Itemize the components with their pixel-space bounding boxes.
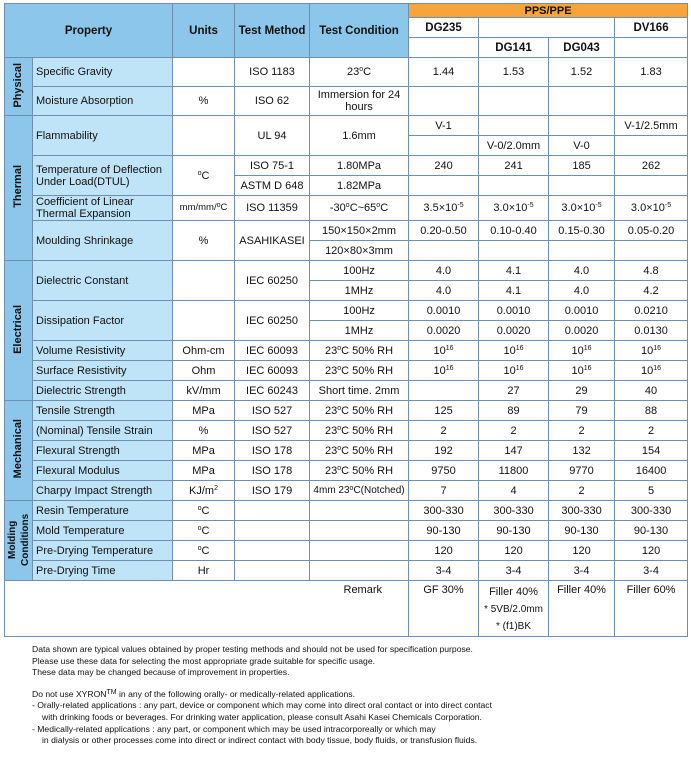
value-cell: V-0: [549, 136, 615, 156]
property-label: Flexural Modulus: [33, 461, 173, 481]
unit-cell: $^o$C: [173, 156, 235, 196]
value-cell: 5: [615, 481, 688, 501]
method-cell: ISO 11359: [235, 196, 310, 221]
grade-spacer-3: [615, 38, 688, 58]
method-cell: ASAHIKASEI: [235, 221, 310, 261]
value-cell: 185: [549, 156, 615, 176]
property-label: Volume Resistivity: [33, 341, 173, 361]
value-cell: 4.0: [409, 281, 479, 301]
condition-cell: [310, 501, 409, 521]
value-cell: 11800: [479, 461, 549, 481]
value-cell: 0.10-0.40: [479, 221, 549, 241]
table-row: [5, 381, 688, 401]
table-row: [5, 501, 688, 521]
value-cell: [549, 87, 615, 116]
condition-cell: [310, 541, 409, 561]
method-cell: [235, 561, 310, 581]
table-row: [5, 58, 688, 87]
value-cell: [479, 176, 549, 196]
method-cell: [235, 541, 310, 561]
grade-dg235: DG235: [409, 18, 479, 38]
condition-cell: 1MHz: [310, 321, 409, 341]
unit-cell: Ohm-cm: [173, 341, 235, 361]
condition-cell: [310, 561, 409, 581]
value-cell: [479, 87, 549, 116]
value-cell: 2: [479, 421, 549, 441]
unit-cell: mm/mm/$^o$C: [173, 196, 235, 221]
value-cell: 0.15-0.30: [549, 221, 615, 241]
condition-cell: 23$^o$C 50% RH: [310, 421, 409, 441]
value-cell: 0.20-0.50: [409, 221, 479, 241]
condition-cell: 100Hz: [310, 301, 409, 321]
value-cell: $3.0\times 10^{-5}$: [549, 196, 615, 221]
value-cell: $10^{16}$: [479, 341, 549, 361]
method-cell: IEC 60243: [235, 381, 310, 401]
note-line: Please use these data for selecting the most appropriate grade suitable for specific usage.: [32, 655, 375, 666]
table-row: [5, 421, 688, 441]
value-cell: 300-330: [479, 501, 549, 521]
value-cell: 90-130: [615, 521, 688, 541]
value-cell: [409, 87, 479, 116]
value-cell: 0.0010: [409, 301, 479, 321]
value-cell: $10^{16}$: [409, 341, 479, 361]
value-cell: 0.0010: [479, 301, 549, 321]
note-line: with drinking foods or beverages. For drinking water application, please consult Asahi Kasei Chemicals Corporation.: [42, 711, 482, 722]
method-cell: IEC 60093: [235, 341, 310, 361]
table-row: [5, 441, 688, 461]
unit-cell: Hr: [173, 561, 235, 581]
note-line: Data shown are typical values obtained by proper testing methods and should not be used for specification purpose.: [32, 644, 473, 654]
value-cell: 2: [409, 421, 479, 441]
condition-cell: 23$^o$C 50% RH: [310, 361, 409, 381]
note-line: These data may be changed because of improvement in properties.: [32, 667, 290, 678]
value-cell: [479, 241, 549, 261]
value-cell: [549, 116, 615, 136]
property-label: Flexural Strength: [33, 441, 173, 461]
table-row: [5, 521, 688, 541]
method-cell: ISO 62: [235, 87, 310, 116]
property-label: Pre-Drying Time: [33, 561, 173, 581]
remark-row: [5, 581, 688, 637]
value-cell: $10^{16}$: [549, 341, 615, 361]
method-cell: ISO 527: [235, 421, 310, 441]
condition-cell: 1.80MPa: [310, 156, 409, 176]
value-cell: [409, 136, 479, 156]
category-thermal: Thermal: [5, 116, 33, 261]
unit-cell: %: [173, 421, 235, 441]
value-cell: 40: [615, 381, 688, 401]
value-cell: 88: [615, 401, 688, 421]
table-row: [5, 221, 688, 241]
notes: [32, 644, 672, 747]
table-row: [5, 116, 688, 136]
method-cell: ISO 178: [235, 441, 310, 461]
value-cell: 29: [549, 381, 615, 401]
test-condition-header: Test Condition: [310, 4, 409, 58]
condition-cell: 23$^o$C 50% RH: [310, 441, 409, 461]
condition-cell: 1.82MPa: [310, 176, 409, 196]
value-cell: 9750: [409, 461, 479, 481]
value-cell: $3.5\times 10^{-5}$: [409, 196, 479, 221]
value-cell: [615, 241, 688, 261]
property-label: (Nominal) Tensile Strain: [33, 421, 173, 441]
grade-dg141: DG141: [479, 38, 549, 58]
value-cell: $10^{16}$: [479, 361, 549, 381]
table-row: [5, 541, 688, 561]
value-cell: $10^{16}$: [549, 361, 615, 381]
value-cell: 2: [549, 481, 615, 501]
condition-cell: 23$^o$C: [310, 58, 409, 87]
unit-cell: MPa: [173, 461, 235, 481]
header-row-1: [5, 4, 688, 18]
method-cell: ISO 75-1: [235, 156, 310, 176]
property-label: Moisture Absorption: [33, 87, 173, 116]
value-cell: 1.52: [549, 58, 615, 87]
condition-cell: Immersion for 24 hours: [310, 87, 409, 116]
unit-cell: [173, 261, 235, 301]
condition-cell: 23$^o$C 50% RH: [310, 401, 409, 421]
value-cell: 2: [615, 421, 688, 441]
property-label: Surface Resistivity: [33, 361, 173, 381]
family-header: PPS/PPE: [409, 4, 688, 18]
condition-cell: 23$^o$C 50% RH: [310, 341, 409, 361]
value-cell: 3-4: [409, 561, 479, 581]
note-line: Do not use XYRON™ in any of the following orally- or medically-related applications.: [32, 688, 355, 699]
unit-cell: [173, 301, 235, 341]
table-row: [5, 341, 688, 361]
value-cell: 1.83: [615, 58, 688, 87]
value-cell: 154: [615, 441, 688, 461]
value-cell: 4.8: [615, 261, 688, 281]
property-label: Resin Temperature: [33, 501, 173, 521]
grade-dg043: DG043: [549, 38, 615, 58]
note-line: - Orally-related applications : any part, device or component which may come into direct oral contact or into direct contact: [32, 700, 492, 711]
value-cell: 0.0020: [549, 321, 615, 341]
value-cell: 0.0130: [615, 321, 688, 341]
value-cell: 132: [549, 441, 615, 461]
value-cell: 120: [479, 541, 549, 561]
note-line: in dialysis or other processes come into direct or indirect contact with body tissue, body fluids, or transfusion fluids.: [42, 735, 478, 746]
unit-cell: $^o$C: [173, 541, 235, 561]
value-cell: 4.0: [549, 281, 615, 301]
condition-cell: Short time. 2mm: [310, 381, 409, 401]
table-row: [5, 301, 688, 321]
property-label: Dielectric Constant: [33, 261, 173, 301]
property-label: Pre-Drying Temperature: [33, 541, 173, 561]
value-cell: $3.0\times 10^{-5}$: [479, 196, 549, 221]
value-cell: 4.2: [615, 281, 688, 301]
grade-dv166: DV166: [615, 18, 688, 38]
value-cell: 300-330: [615, 501, 688, 521]
condition-cell: 120×80×3mm: [310, 241, 409, 261]
value-cell: $10^{16}$: [409, 361, 479, 381]
property-label: Moulding Shrinkage: [33, 221, 173, 261]
condition-cell: [310, 521, 409, 541]
method-cell: ISO 179: [235, 481, 310, 501]
grade-spacer: [479, 18, 615, 38]
value-cell: 4: [479, 481, 549, 501]
unit-cell: Ohm: [173, 361, 235, 381]
value-cell: 2: [549, 421, 615, 441]
condition-cell: 1MHz: [310, 281, 409, 301]
remark-value: Filler 60%: [615, 581, 688, 637]
value-cell: $10^{16}$: [615, 361, 688, 381]
category-physical: Physical: [5, 58, 33, 116]
method-cell: ISO 1183: [235, 58, 310, 87]
unit-cell: kV/mm: [173, 381, 235, 401]
value-cell: 4.0: [549, 261, 615, 281]
value-cell: 120: [549, 541, 615, 561]
remark-value: Filler 40%: [549, 581, 615, 637]
property-label: Dielectric Strength: [33, 381, 173, 401]
value-cell: 0.0010: [549, 301, 615, 321]
value-cell: 120: [615, 541, 688, 561]
unit-cell: %: [173, 87, 235, 116]
condition-cell: 1.6mm: [310, 116, 409, 156]
unit-cell: $^o$C: [173, 501, 235, 521]
unit-cell: %: [173, 221, 235, 261]
value-cell: [409, 241, 479, 261]
table-row: [5, 361, 688, 381]
property-label: Tensile Strength: [33, 401, 173, 421]
method-cell: IEC 60250: [235, 301, 310, 341]
remark-value: Filler 40% * 5VB/2.0mm * (f1)BK: [479, 581, 549, 637]
condition-cell: 4mm 23$^o$C(Notched): [310, 481, 409, 501]
category-electrical: Electrical: [5, 261, 33, 401]
property-table: [4, 3, 688, 637]
value-cell: V-1/2.5mm: [615, 116, 688, 136]
property-label: Coefficient of Linear Thermal Expansion: [33, 196, 173, 221]
method-cell: [235, 521, 310, 541]
unit-cell: MPa: [173, 441, 235, 461]
category-molding: Molding Conditions: [5, 501, 33, 581]
method-cell: UL 94: [235, 116, 310, 156]
value-cell: 90-130: [479, 521, 549, 541]
method-cell: ISO 527: [235, 401, 310, 421]
units-header: Units: [173, 4, 235, 58]
value-cell: [479, 116, 549, 136]
condition-cell: 100Hz: [310, 261, 409, 281]
unit-cell: [173, 116, 235, 156]
value-cell: [549, 176, 615, 196]
value-cell: 300-330: [549, 501, 615, 521]
value-cell: 192: [409, 441, 479, 461]
value-cell: 89: [479, 401, 549, 421]
value-cell: [549, 241, 615, 261]
value-cell: 4.0: [409, 261, 479, 281]
condition-cell: 150×150×2mm: [310, 221, 409, 241]
value-cell: 27: [479, 381, 549, 401]
unit-cell: MPa: [173, 401, 235, 421]
value-cell: 90-130: [409, 521, 479, 541]
value-cell: 16400: [615, 461, 688, 481]
property-label: Charpy Impact Strength: [33, 481, 173, 501]
table-row: [5, 156, 688, 176]
property-label: Flammability: [33, 116, 173, 156]
value-cell: 120: [409, 541, 479, 561]
property-header: Property: [5, 4, 173, 58]
property-label: Temperature of Deflection Under Load(DTUL): [33, 156, 173, 196]
unit-cell: [173, 58, 235, 87]
value-cell: 3-4: [549, 561, 615, 581]
value-cell: 262: [615, 156, 688, 176]
table-row: [5, 87, 688, 116]
value-cell: 90-130: [549, 521, 615, 541]
value-cell: 3-4: [615, 561, 688, 581]
value-cell: 300-330: [409, 501, 479, 521]
value-cell: 0.0210: [615, 301, 688, 321]
value-cell: 9770: [549, 461, 615, 481]
value-cell: [409, 381, 479, 401]
table-row: [5, 481, 688, 501]
property-label: Dissipation Factor: [33, 301, 173, 341]
value-cell: [615, 136, 688, 156]
value-cell: 3-4: [479, 561, 549, 581]
value-cell: 4.1: [479, 281, 549, 301]
property-label: Mold Temperature: [33, 521, 173, 541]
table-row: [5, 461, 688, 481]
remark-label: Remark: [5, 581, 409, 637]
unit-cell: $^o$C: [173, 521, 235, 541]
grade-spacer-2: [409, 38, 479, 58]
value-cell: 240: [409, 156, 479, 176]
value-cell: V-1: [409, 116, 479, 136]
method-cell: ASTM D 648: [235, 176, 310, 196]
value-cell: 0.05-0.20: [615, 221, 688, 241]
value-cell: 7: [409, 481, 479, 501]
test-method-header: Test Method: [235, 4, 310, 58]
table-row: [5, 561, 688, 581]
table-row: [5, 261, 688, 281]
table-row: [5, 401, 688, 421]
unit-cell: $KJ/m^2$: [173, 481, 235, 501]
value-cell: 147: [479, 441, 549, 461]
value-cell: 0.0020: [409, 321, 479, 341]
value-cell: 4.1: [479, 261, 549, 281]
value-cell: V-0/2.0mm: [479, 136, 549, 156]
condition-cell: 23$^o$C 50% RH: [310, 461, 409, 481]
method-cell: [235, 501, 310, 521]
condition-cell: -30$^o$C~65$^o$C: [310, 196, 409, 221]
value-cell: [615, 87, 688, 116]
property-label: Specific Gravity: [33, 58, 173, 87]
value-cell: $10^{16}$: [615, 341, 688, 361]
remark-value: GF 30%: [409, 581, 479, 637]
method-cell: ISO 178: [235, 461, 310, 481]
value-cell: 79: [549, 401, 615, 421]
value-cell: 1.44: [409, 58, 479, 87]
value-cell: 241: [479, 156, 549, 176]
method-cell: IEC 60250: [235, 261, 310, 301]
value-cell: 0.0020: [479, 321, 549, 341]
value-cell: $3.0\times 10^{-5}$: [615, 196, 688, 221]
value-cell: [409, 176, 479, 196]
method-cell: IEC 60093: [235, 361, 310, 381]
value-cell: [615, 176, 688, 196]
value-cell: 125: [409, 401, 479, 421]
note-line: - Medically-related applications : any part, or component which may be used intracorporeally or which may: [32, 723, 436, 734]
value-cell: 1.53: [479, 58, 549, 87]
category-mechanical: Mechanical: [5, 401, 33, 501]
